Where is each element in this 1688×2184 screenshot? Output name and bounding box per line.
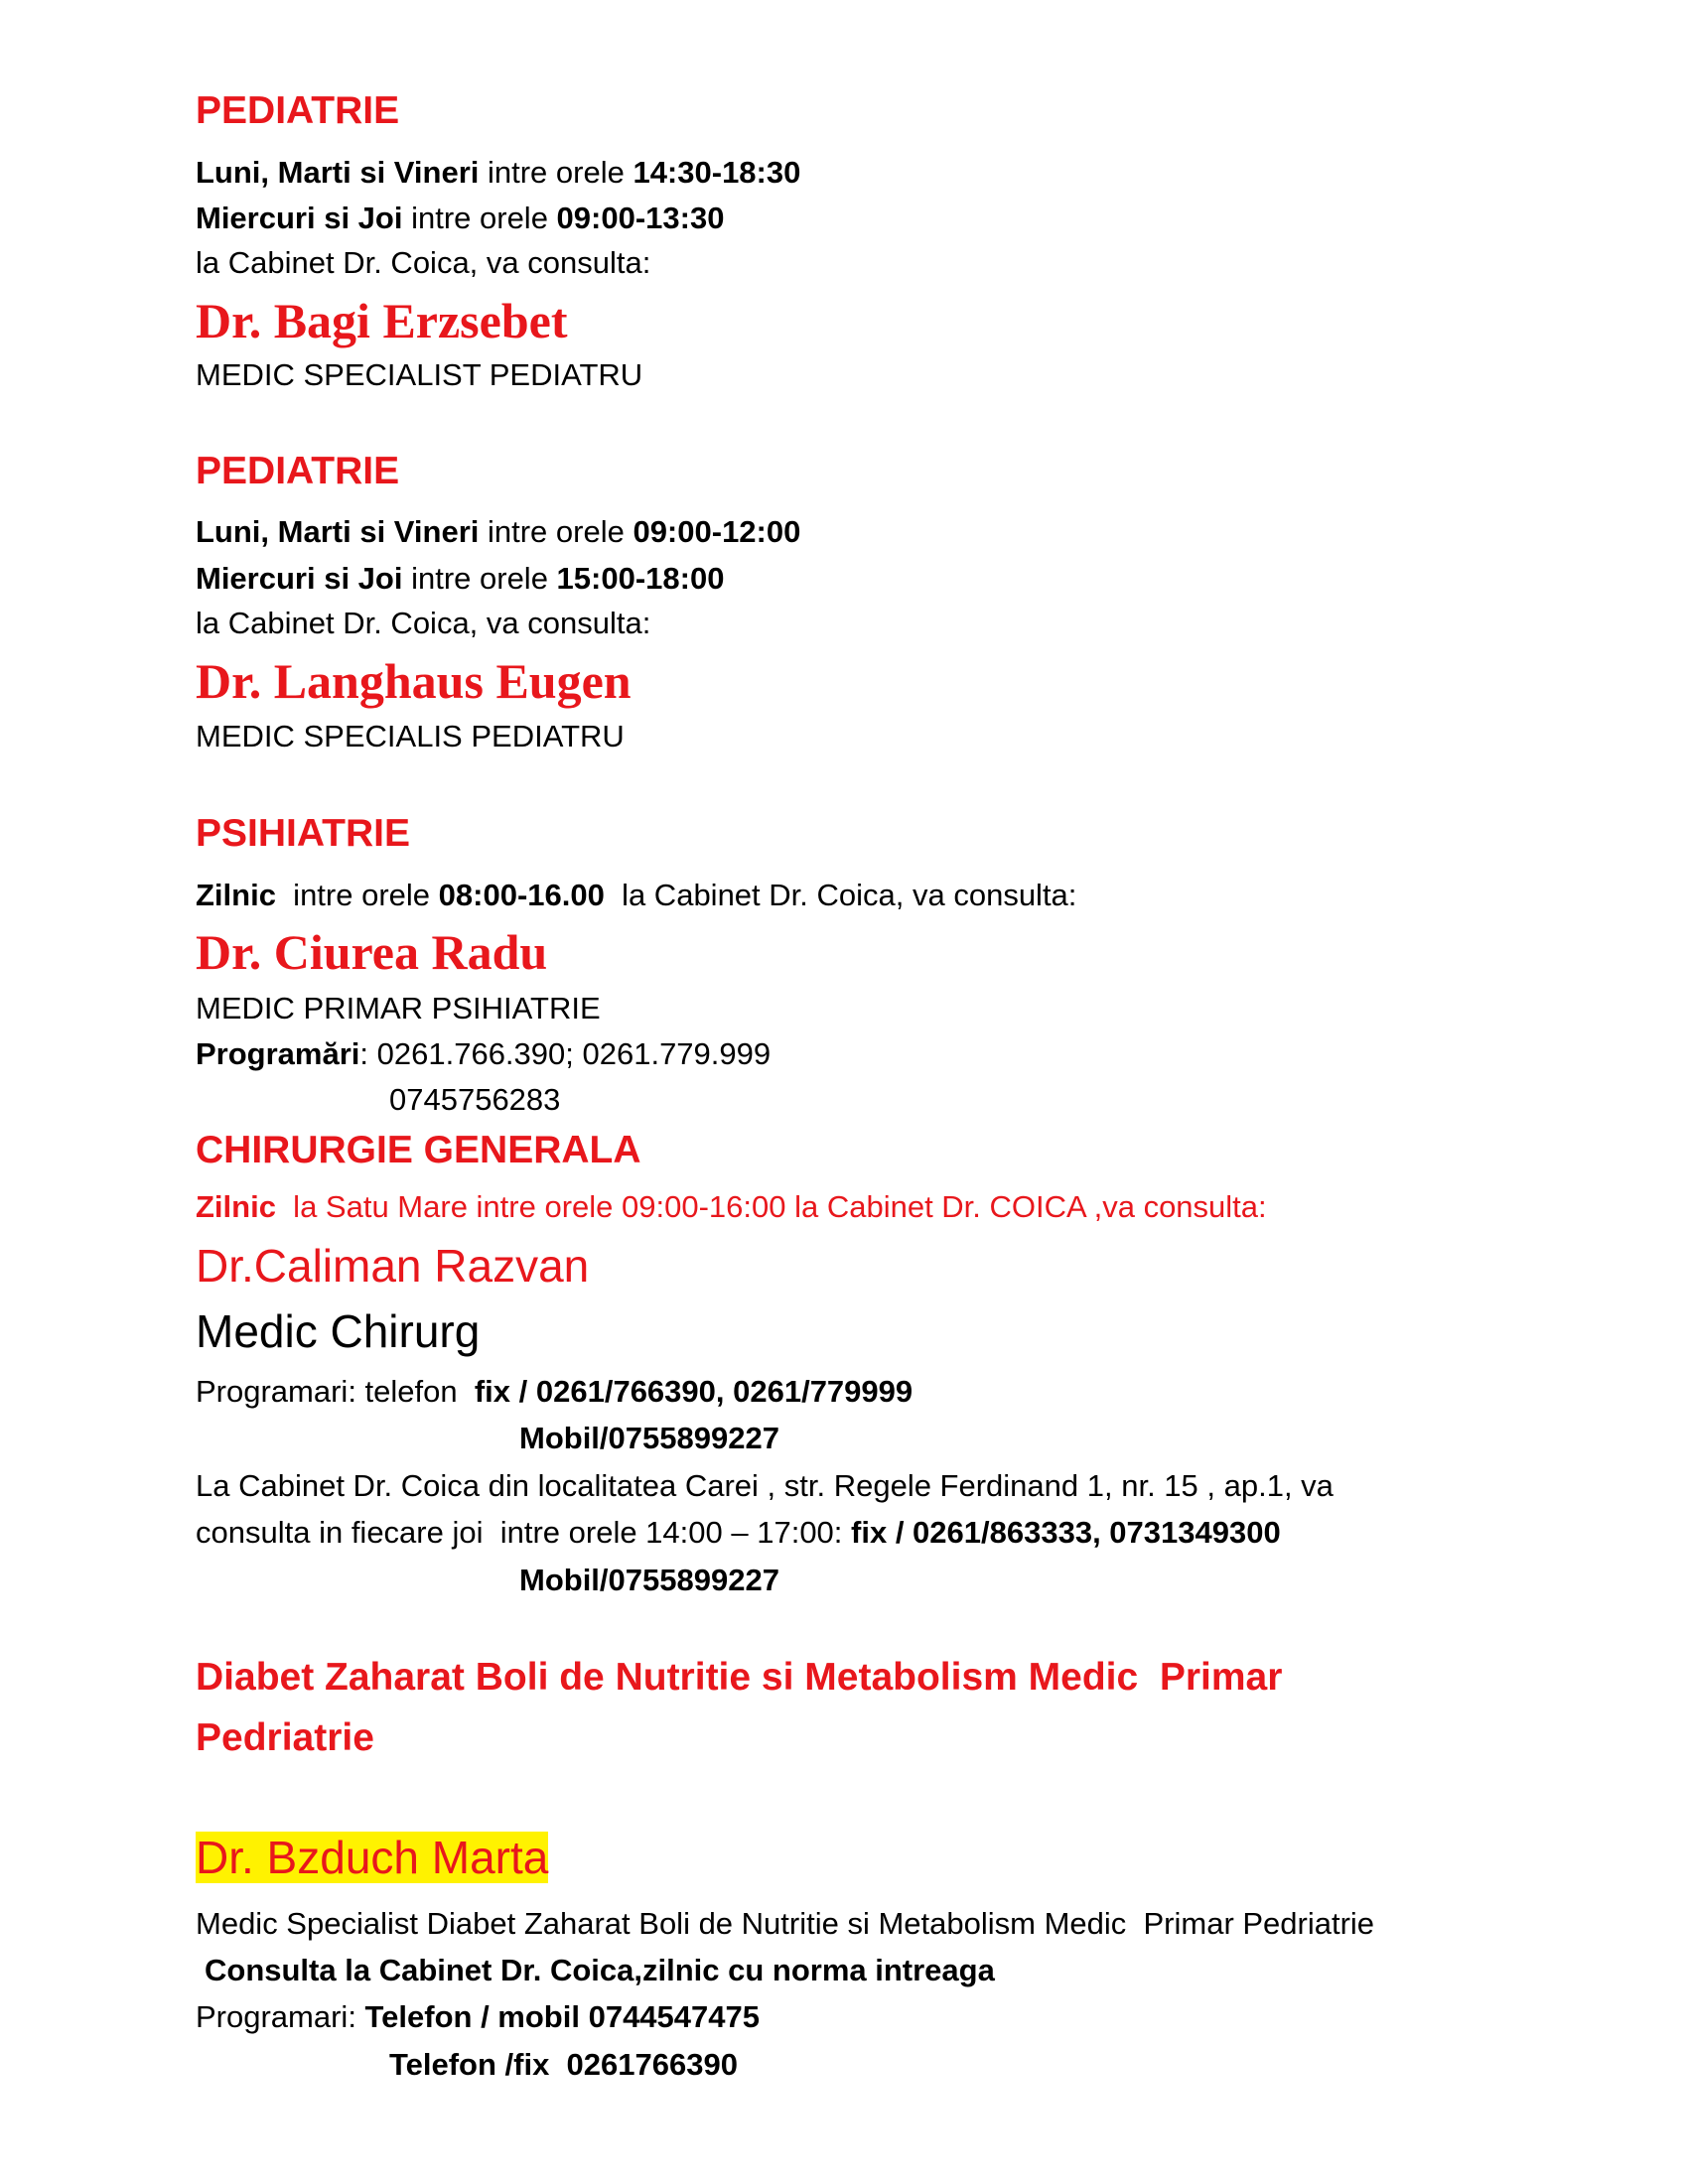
appointments-line: [196, 1376, 913, 1407]
carei-line: La Cabinet Dr. Coica din localitatea Carei , str. Regele Ferdinand 1, nr. 15 , ap.1, va: [196, 1468, 1334, 1503]
schedule-line: Zilnic la Satu Mare intre orele 09:00-16:00 la Cabinet Dr. COICA ,va consulta:: [196, 1189, 1267, 1224]
location-text: la Cabinet Dr. Coica, va consulta:: [604, 878, 1077, 912]
days-label: Zilnic: [196, 878, 276, 912]
doctor-title: MEDIC SPECIALIS PEDIATRU: [196, 719, 625, 753]
section-heading-diabet: Diabet Zaharat Boli de Nutritie si Metabolism Medic Primar: [196, 1656, 1283, 1699]
phone-numbers: : 0261.766.390; 0261.779.999: [359, 1036, 772, 1071]
time-range: 14:30-18:30: [633, 155, 801, 190]
section-heading-psihiatrie: PSIHIATRIE: [196, 812, 410, 855]
days-label: Miercuri si Joi: [196, 561, 403, 596]
consult-line: Consulta la Cabinet Dr. Coica,zilnic cu norma intreaga: [205, 1953, 995, 1987]
schedule-line: Zilnic intre orele 08:00-16.00 la Cabinet Dr. Coica, va consulta:: [196, 878, 1077, 912]
appointments-line: [196, 1038, 771, 1069]
highlighted-doctor-name: Dr. Bzduch Marta: [196, 1832, 549, 1883]
phone-fix: fix / 0261/766390, 0261/779999: [474, 1374, 914, 1409]
days-label: Luni, Marti si Vineri: [196, 514, 480, 549]
location-line: la Cabinet Dr. Coica, va consulta:: [196, 245, 651, 280]
days-label: Miercuri si Joi: [196, 201, 403, 235]
phone-mobil: Mobil/0755899227: [519, 1421, 779, 1455]
phone-fix: fix / 0261/863333, 0731349300: [851, 1515, 1281, 1550]
schedule-line: Luni, Marti si Vineri intre orele 14:30-18:30: [196, 155, 801, 190]
schedule-line: Miercuri si Joi intre orele 15:00-18:00: [196, 561, 725, 596]
schedule-line: Miercuri si Joi intre orele 09:00-13:30: [196, 201, 725, 235]
doctor-name: [196, 1832, 549, 1883]
schedule-line: Luni, Marti si Vineri intre orele 09:00-12:00: [196, 514, 801, 549]
phone-fix: Telefon /fix 0261766390: [389, 2047, 738, 2082]
days-label: Luni, Marti si Vineri: [196, 155, 480, 190]
doctor-title: MEDIC SPECIALIST PEDIATRU: [196, 357, 643, 392]
doctor-name: Dr. Bagi Erzsebet: [196, 293, 568, 348]
doctor-name: Dr. Ciurea Radu: [196, 924, 548, 980]
location-line: la Cabinet Dr. Coica, va consulta:: [196, 606, 651, 640]
doctor-name: Dr. Langhaus Eugen: [196, 653, 632, 709]
carei-line: consulta in fiecare joi intre orele 14:00 – 17:00: fix / 0261/863333, 0731349300: [196, 1515, 1281, 1550]
appointments-line: [196, 2001, 760, 2032]
phone-mobil: Telefon / mobil 0744547475: [364, 1999, 760, 2034]
time-range: 08:00-16.00: [438, 878, 605, 912]
section-heading-chirurgie: CHIRURGIE GENERALA: [196, 1129, 641, 1171]
appointments-label: Programări: [196, 1036, 360, 1071]
doctor-title: Medic Chirurg: [196, 1305, 481, 1357]
doctor-title: Medic Specialist Diabet Zaharat Boli de Nutritie si Metabolism Medic Primar Pedriatrie: [196, 1906, 1375, 1941]
section-heading-pediatrie-2: PEDIATRIE: [196, 450, 400, 492]
section-heading-diabet-cont: Pedriatrie: [196, 1716, 374, 1759]
days-label: Zilnic: [196, 1189, 276, 1224]
phone-mobil: Mobil/0755899227: [519, 1563, 779, 1597]
section-heading-pediatrie-1: PEDIATRIE: [196, 89, 400, 132]
time-range: 09:00-13:30: [556, 201, 725, 235]
time-range: 15:00-18:00: [556, 561, 725, 596]
phone-number: 0745756283: [389, 1082, 561, 1117]
appointments-label: Programari: telefon: [196, 1374, 475, 1409]
doctor-name: Dr.Caliman Razvan: [196, 1240, 590, 1292]
doctor-title: MEDIC PRIMAR PSIHIATRIE: [196, 991, 601, 1025]
time-range: 09:00-12:00: [633, 514, 801, 549]
appointments-label: Programari:: [196, 1999, 365, 2034]
